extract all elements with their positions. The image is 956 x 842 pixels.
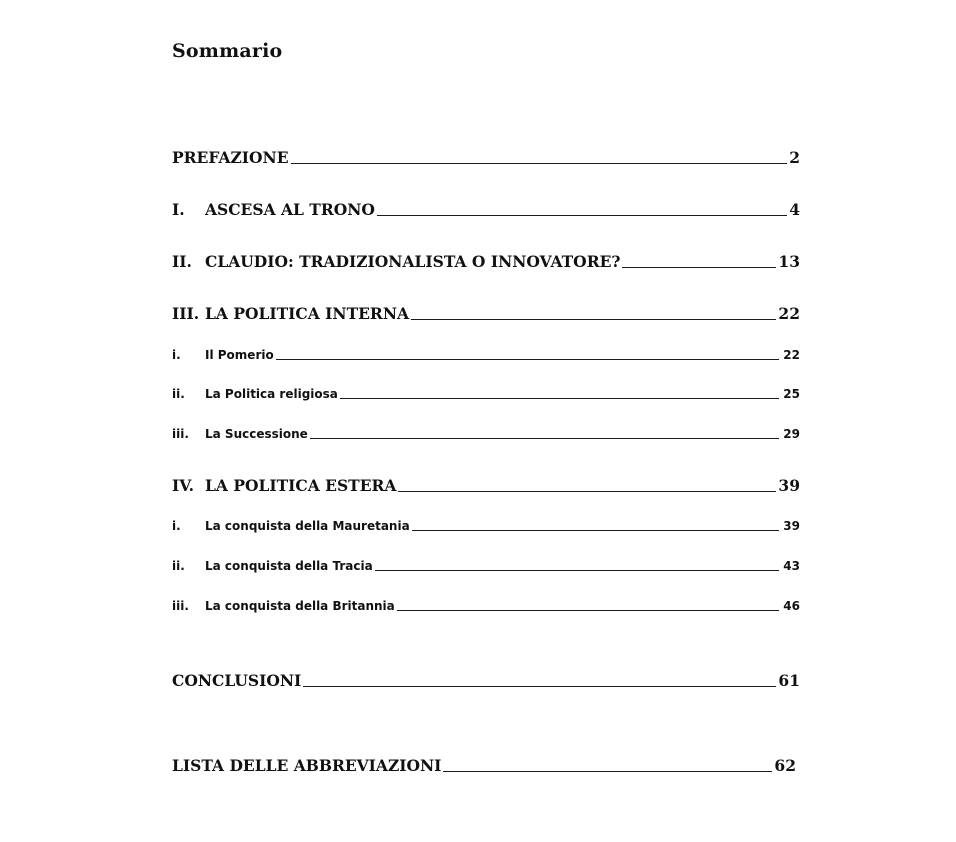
toc-entry-page: 22 [783,348,800,362]
toc-entry-number: i. [172,348,181,362]
dot-leader [303,686,776,687]
toc-entry-label: CONCLUSIONI [172,671,302,690]
toc-entry-prefazione[interactable] [172,148,800,167]
toc-entry-label: PREFAZIONE [172,148,289,167]
toc-entry-number: ii. [172,387,185,401]
toc-entry-section-3-1[interactable] [172,348,800,362]
dot-leader [411,319,776,320]
dot-leader [276,359,780,360]
toc-entry-number: ii. [172,559,185,573]
toc-entry-number: II. [172,252,192,271]
toc-entry-label: La conquista della Tracia [205,559,373,573]
dot-leader [412,530,780,531]
toc-entry-page: 25 [783,387,800,401]
toc-entry-section-4-2[interactable] [172,559,800,573]
toc-entry-chapter-2[interactable] [172,252,800,271]
toc-entry-number: III. [172,304,200,323]
toc-entry-number: I. [172,200,185,219]
toc-entry-page: 13 [778,252,800,271]
toc-entry-chapter-3[interactable] [172,304,800,323]
dot-leader [377,215,787,216]
toc-entry-page: 61 [778,671,800,690]
toc-entry-page: 39 [783,519,800,533]
toc-entry-chapter-4[interactable] [172,476,800,495]
dot-leader [340,398,779,399]
toc-entry-label: LA POLITICA ESTERA [205,476,397,495]
toc-entry-page: 43 [783,559,800,573]
toc-entry-page: 46 [783,599,800,613]
toc-entry-label: ASCESA AL TRONO [205,200,375,219]
toc-entry-section-4-3[interactable] [172,599,800,613]
toc-entry-chapter-1[interactable] [172,200,800,219]
toc-entry-label: CLAUDIO: TRADIZIONALISTA O INNOVATORE? [205,252,621,271]
toc-entry-page: 29 [783,427,800,441]
toc-entry-section-4-1[interactable] [172,519,800,533]
toc-entry-label: LA POLITICA INTERNA [205,304,410,323]
toc-entry-label: La Politica religiosa [205,387,338,401]
dot-leader [622,267,776,268]
toc-entry-label: La Successione [205,427,308,441]
toc-entry-page: 4 [789,200,800,219]
toc-entry-section-3-3[interactable] [172,427,800,441]
dot-leader [291,163,788,164]
toc-entry-number: iii. [172,599,189,613]
toc-entry-page: 22 [778,304,800,323]
toc-entry-conclusioni[interactable] [172,671,800,690]
toc-entry-number: IV. [172,476,194,495]
toc-entry-lista-abbreviazioni[interactable] [172,756,796,775]
dot-leader [398,491,776,492]
toc-entry-label: LISTA DELLE ABBREVIAZIONI [172,756,442,775]
toc-entry-label: La conquista della Mauretania [205,519,410,533]
dot-leader [397,610,780,611]
toc-entry-page: 39 [778,476,800,495]
toc-entry-label: La conquista della Britannia [205,599,395,613]
toc-entry-number: i. [172,519,181,533]
toc-entry-section-3-2[interactable] [172,387,800,401]
page-title: Sommario [172,40,283,62]
toc-entry-label: Il Pomerio [205,348,274,362]
toc-entry-page: 62 [774,756,796,775]
toc-entry-page: 2 [789,148,800,167]
toc-entry-number: iii. [172,427,189,441]
dot-leader [443,771,772,772]
dot-leader [310,438,780,439]
dot-leader [375,570,780,571]
